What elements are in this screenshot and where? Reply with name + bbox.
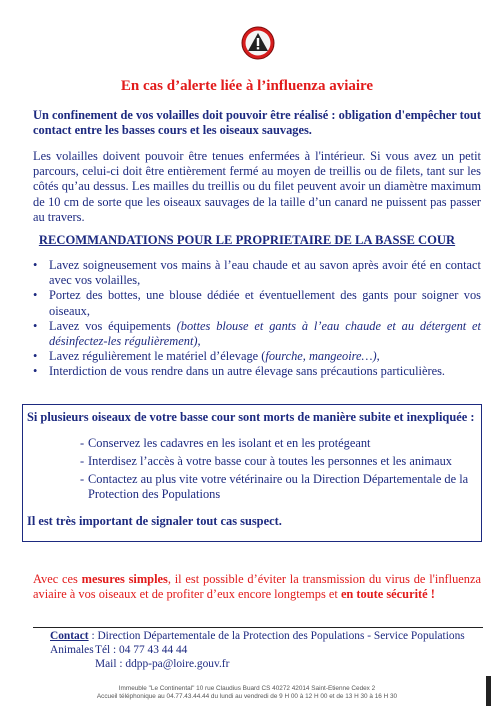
intro-text: Un confinement de vos volailles doit pouvoir être réalisé : obligation d'empêcher tout contact entre les basses cours et les oiseaux sauvages. <box>33 108 481 137</box>
closing-part: Avec ces <box>33 572 82 586</box>
list-item <box>33 349 481 364</box>
recommendations-heading-text: RECOMMANDATIONS POUR LE PROPRIETAIRE DE LA BASSE COUR <box>38 233 456 247</box>
footer <box>0 685 494 701</box>
list-item: - Interdisez l’accès à votre basse cour à toutes les personnes et les animaux <box>80 454 480 469</box>
closing-bold: mesures simples <box>81 572 168 586</box>
closing-text <box>33 572 481 602</box>
recommendations-heading <box>0 233 494 248</box>
closing-part: , il est possible d’éviter la transmission du virus de l'influenza aviaire à vos oiseaux et de profiter d’eux encore longtemps et <box>33 572 481 602</box>
list-item-text: Lavez régulièrement le matériel d’élevage ( <box>49 349 266 364</box>
closing-bold: en toute sécurité ! <box>340 587 435 602</box>
page-title: En cas d’alerte liée à l’influenza aviaire <box>120 78 374 94</box>
body-paragraph: Les volailles doivent pouvoir être tenues enfermées à l'intérieur. Si vous avez un petit parcours, celui-ci doit être entièrement fermé au moyen de treillis ou de filets, tant sur les côtés qu’au dessus. Les mailles du treillis ou du filet peuvent avoir un diamètre maximum de 10 cm de sorte que les oiseaux sauvages de la taille d’un canard ne puissent pas passer au travers. <box>33 149 481 224</box>
contact-block <box>33 627 483 671</box>
contact-phone: Tél : 04 77 43 44 44 <box>95 644 188 656</box>
recommendations-list <box>33 258 481 380</box>
contact-org: : Direction Départementale de la Protection des Populations - Service Populations Animales <box>50 630 465 656</box>
list-item: - Conservez les cadavres en les isolant et en les protégeant <box>80 436 480 451</box>
list-item-text: Lavez vos équipements <box>49 318 177 333</box>
list-item-text: Lavez soigneusement vos mains à l’eau chaude et au savon après avoir été en contact avec vos volailles, <box>49 258 481 288</box>
footer-line: Accueil téléphonique au 04.77.43.44.44 du lundi au vendredi de 9 H 00 à 12 H 00 et de 13 H 30 à 16 H 30 <box>96 693 398 700</box>
list-item: - Contactez au plus vite votre vétérinaire ou la Direction Départementale de la Protection des Populations <box>80 472 480 502</box>
list-item-text: Interdiction de vous rendre dans un autre élevage sans précautions particulières. <box>49 364 446 379</box>
list-item <box>33 364 481 379</box>
list-item-text: Portez des bottes, une blouse dédiée et éventuellement des gants pour soigner vos oiseaux, <box>49 288 481 318</box>
scrollbar[interactable] <box>486 676 491 706</box>
footer-line: Immeuble "Le Continental" 10 rue Claudius Buard CS 40272 42014 Saint-Etienne Cedex 2 <box>118 685 376 692</box>
list-item-italic: (bottes blouse et gants à l’eau chaude et au détergent et désinfectez-les régulièrement), <box>49 318 481 349</box>
alert-box-note: Il est très important de signaler tout cas suspect. <box>27 514 282 528</box>
alert-box-list <box>80 436 480 505</box>
alert-box-title: Si plusieurs oiseaux de votre basse cour sont morts de manière subite et inexpliquée : <box>27 410 475 424</box>
list-item <box>33 319 481 349</box>
list-item <box>33 288 481 318</box>
list-item <box>33 258 481 288</box>
contact-label: Contact <box>50 630 89 642</box>
warning-icon <box>241 26 275 60</box>
contact-mail[interactable]: Mail : ddpp-pa@loire.gouv.fr <box>95 658 230 670</box>
list-item-italic: fourche, mangeoire…), <box>265 349 380 364</box>
